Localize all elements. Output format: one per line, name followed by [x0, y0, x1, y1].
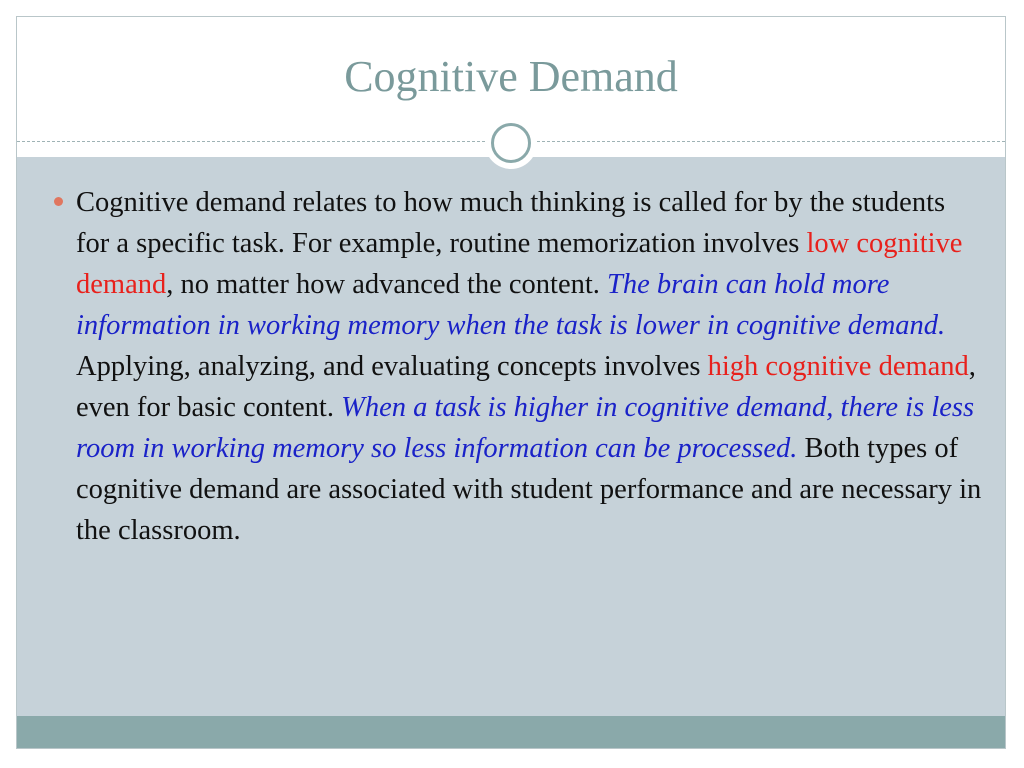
slide: [16, 16, 1006, 749]
ornament-ring: [491, 123, 531, 163]
text-segment: , no matter how advanced the content.: [166, 269, 608, 300]
text-segment: Applying, analyzing, and evaluating concepts involves: [76, 351, 708, 382]
emphasis-high-demand: high cognitive demand: [707, 351, 969, 382]
bullet-text: [76, 182, 984, 551]
text-segment: , even for basic content.: [76, 351, 976, 423]
text-segment: Both types of cognitive demand are associated with student performance and are necessary in the classroom.: [76, 433, 982, 546]
footer-bar: [17, 716, 1005, 749]
emphasis-note-lower: The brain can hold more information in working memory when the task is lower in cognitive demand.: [76, 269, 946, 341]
bullet-dot-icon: [54, 197, 63, 206]
text-segment: Cognitive demand relates to how much thinking is called for by the students for a specific task. For example, routine memorization involves: [76, 187, 946, 259]
circle-ornament-icon: [485, 117, 537, 169]
emphasis-low-demand: low cognitive demand: [76, 228, 963, 300]
slide-title: Cognitive Demand: [344, 52, 678, 101]
bullet-item: [54, 182, 984, 551]
emphasis-note-higher: When a task is higher in cognitive demand, there is less room in working memory so less information can be processed.: [76, 392, 975, 464]
